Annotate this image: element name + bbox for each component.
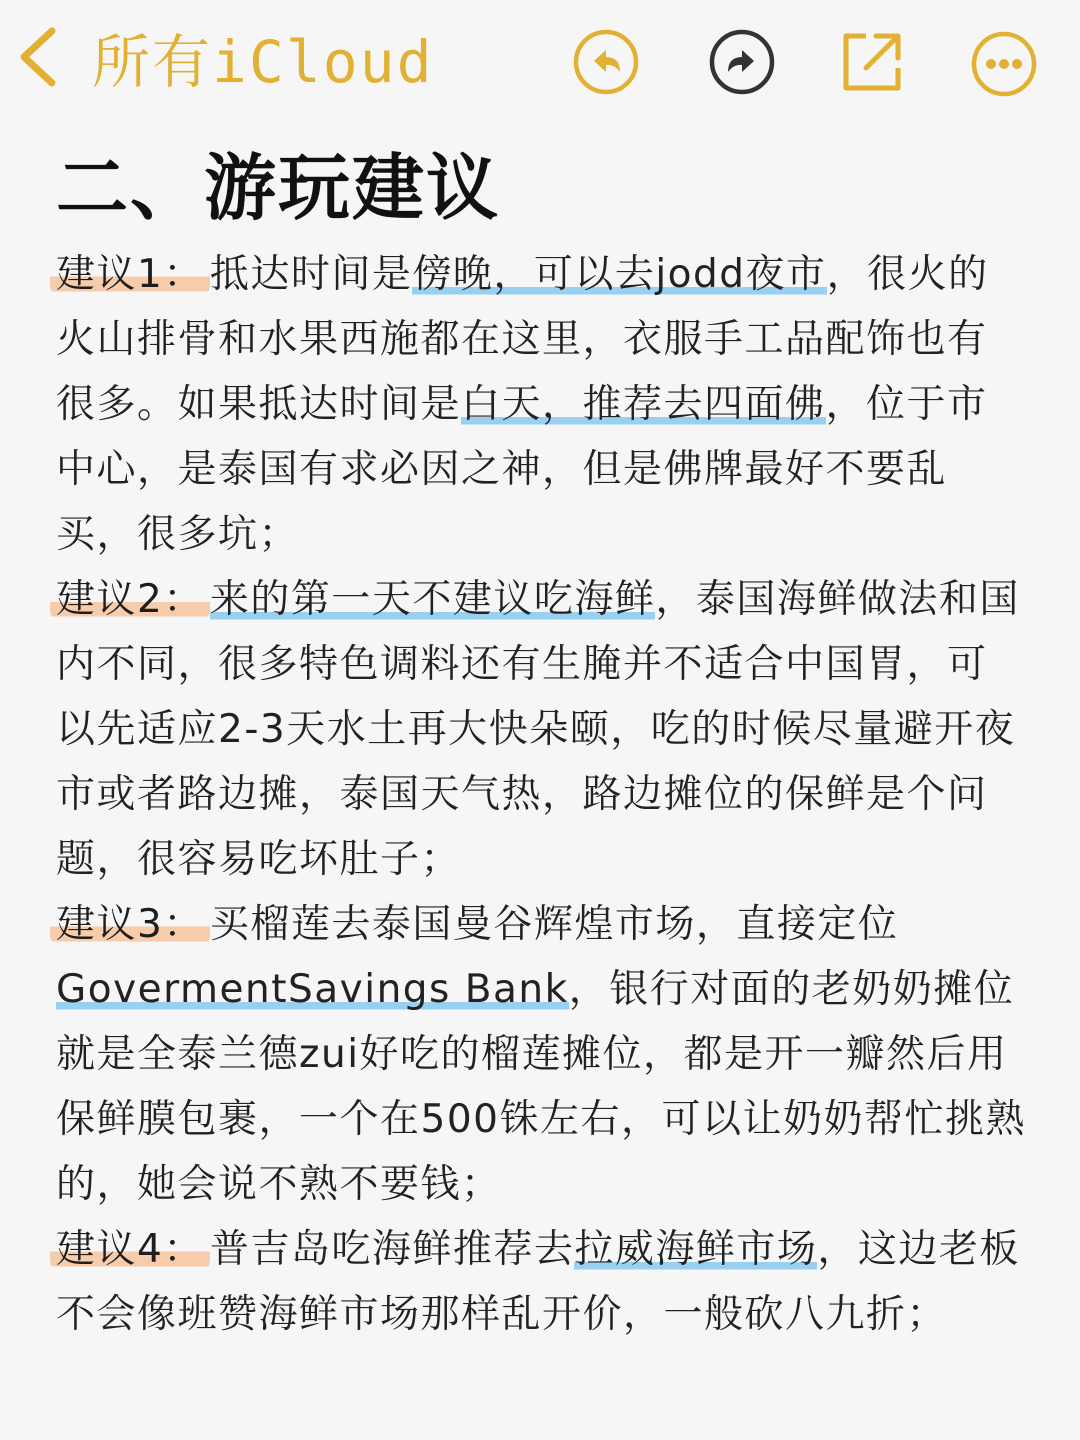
note-title: 二、游玩建议 bbox=[56, 146, 501, 230]
undo-arrow-icon bbox=[570, 26, 642, 98]
tip-paragraph bbox=[56, 242, 1026, 567]
tip-text: 抵达时间是 bbox=[209, 252, 413, 297]
highlighted-text: 来的第一天不建议吃海鲜 bbox=[209, 577, 656, 622]
tip-label: 建议2： bbox=[50, 577, 210, 622]
back-label: 所有iCloud bbox=[92, 28, 434, 96]
tip-text: ，银行对面的老奶奶摊位就是全泰兰德zui好吃的榴莲摊位，都是开一瓣然后用保鲜膜包裹，一个在500铢左右，可以让奶奶帮忙挑熟的，她会说不熟不要钱； bbox=[56, 967, 1026, 1207]
tip-label: 建议3： bbox=[50, 902, 210, 947]
highlighted-text: 拉威海鲜市场 bbox=[574, 1227, 818, 1272]
tip-text: ，这边老板不会像班赞海鲜市场那样乱开价，一般砍八九折； bbox=[56, 1227, 1020, 1337]
more-icon bbox=[968, 26, 1040, 98]
undo-button[interactable] bbox=[570, 26, 642, 98]
tip-label: 建议4： bbox=[50, 1227, 210, 1272]
tip-text: ，很火的火山排骨和水果西施都在这里，衣服手工品配饰也有很多。如果抵达时间是 bbox=[56, 252, 989, 427]
highlighted-text: GovermentSavings Bank bbox=[56, 967, 569, 1012]
highlighted-text: 白天，推荐去四面佛 bbox=[461, 382, 826, 427]
redo-arrow-icon bbox=[706, 26, 778, 98]
tip-label: 建议1： bbox=[50, 252, 210, 297]
tip-text: 买榴莲去泰国曼谷辉煌市场，直接定位 bbox=[209, 902, 899, 947]
share-icon bbox=[836, 26, 908, 98]
redo-button[interactable] bbox=[706, 26, 778, 98]
highlighted-text: 傍晚，可以去jodd夜市 bbox=[412, 252, 827, 297]
top-toolbar bbox=[0, 0, 1080, 120]
tip-text: 普吉岛吃海鲜推荐去 bbox=[209, 1227, 575, 1272]
tip-paragraph bbox=[56, 567, 1026, 892]
back-button[interactable] bbox=[14, 22, 434, 96]
tip-text: ，泰国海鲜做法和国内不同，很多特色调料还有生腌并不适合中国胃，可以先适应2-3天水土再大快朵颐，吃的时候尽量避开夜市或者路边摊，泰国天气热，路边摊位的保鲜是个问题，很容易吃坏肚子； bbox=[56, 577, 1020, 882]
tip-paragraph bbox=[56, 892, 1026, 1217]
tip-text: ，位于市中心，是泰国有求必因之神，但是佛牌最好不要乱买，很多坑； bbox=[56, 382, 988, 557]
chevron-left-icon bbox=[14, 25, 64, 89]
share-button[interactable] bbox=[836, 26, 908, 98]
more-button[interactable] bbox=[968, 26, 1040, 98]
tip-paragraph bbox=[56, 1217, 1026, 1347]
note-body[interactable] bbox=[56, 242, 1026, 1347]
